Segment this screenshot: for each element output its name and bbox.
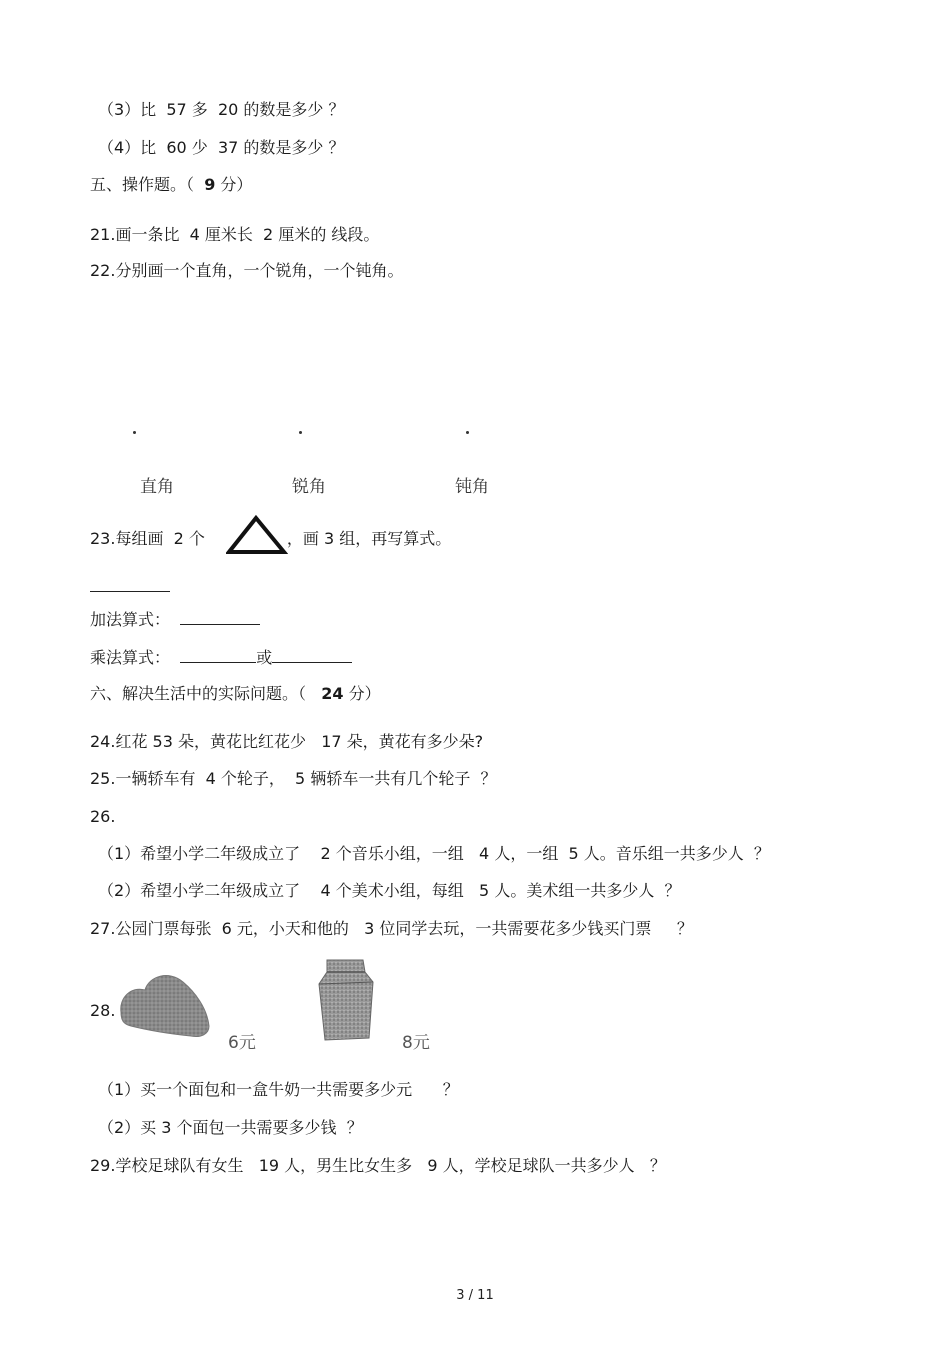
bread-icon [117,968,211,1040]
acute-angle-vertex-dot [299,431,302,434]
question-27: 27.公园门票每张 6 元，小天和他的 3 位同学去玩，一共需要花多少钱买门票 ？ [90,919,693,938]
acute-angle-label: 锐角 [292,477,326,497]
section-6-points: 24 [321,684,344,703]
answer-blank-line[interactable] [90,591,170,592]
multiplication-answer-blank-1[interactable] [180,646,256,663]
addition-answer-blank[interactable] [180,608,260,625]
section-5-points: 9 [204,175,216,194]
question-28-1: （1）买一个面包和一盒牛奶一共需要多少元 ？ [98,1080,459,1099]
question-23: 23.每组画 2 个 ，画 3 组，再写算式。 [90,529,452,548]
obtuse-angle-label: 钝角 [455,477,489,497]
question-28-2: （2）买 3 个面包一共需要多少钱 ？ [98,1118,363,1137]
question-24: 24.红花 53 朵，黄花比红花少 17 朵，黄花有多少朵? [90,732,484,751]
question-20-3: （3）比 57 多 20 的数是多少 ？ [98,100,345,119]
question-29: 29.学校足球队有女生 19 人，男生比女生多 9 人，学校足球队一共多少人 ？ [90,1156,666,1175]
right-angle-vertex-dot [133,431,136,434]
triangle-icon [226,514,288,556]
question-25: 25.一辆轿车有 4 个轮子， 5 辆轿车一共有几个轮子 ？ [90,769,497,788]
question-26: 26. [90,807,116,826]
milk-price: 8元 [402,1033,430,1053]
bread-price: 6元 [228,1033,256,1053]
obtuse-angle-vertex-dot [466,431,469,434]
multiplication-answer-blank-2[interactable] [272,646,352,663]
page-number: 3 / 11 [456,1288,494,1303]
question-21: 21.画一条比 4 厘米长 2 厘米的 线段。 [90,225,380,244]
question-26-2: （2）希望小学二年级成立了 4 个美术小组，每组 5 人。美术组一共多少人 ？ [98,881,681,900]
section-6-heading: 六、解决生活中的实际问题。（ 24 分） [90,684,381,703]
question-20-4: （4）比 60 少 37 的数是多少 ？ [98,138,345,157]
section-5-heading: 五、操作题。（ 9 分） [90,175,253,194]
addition-formula-row: 加法算式： [90,608,260,631]
question-28: 28. [90,1001,116,1020]
right-angle-label: 直角 [140,477,174,497]
question-26-1: （1）希望小学二年级成立了 2 个音乐小组，一组 4 人，一组 5 人。音乐组一共多少人 ？ [98,844,770,863]
milk-carton-icon [317,958,375,1044]
multiplication-formula-row: 乘法算式： 或 [90,646,352,669]
question-22: 22.分别画一个直角，一个锐角，一个钝角。 [90,261,404,280]
